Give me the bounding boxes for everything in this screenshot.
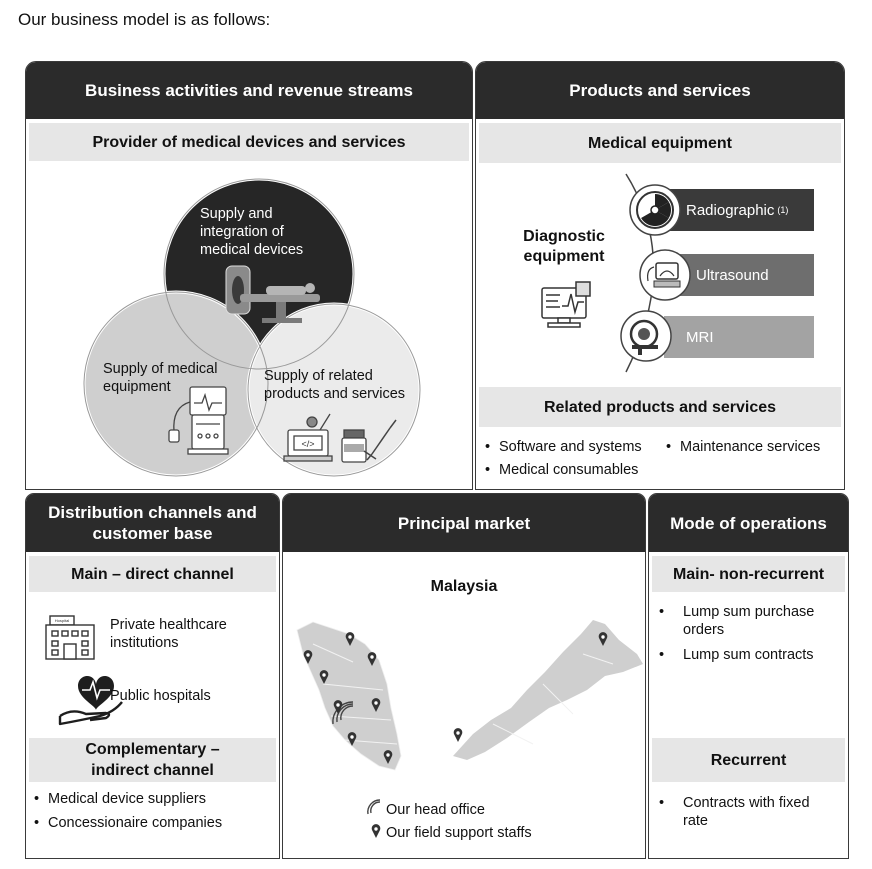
venn-diagram [26,62,474,491]
non-recurrent-subheader: Main- non-recurrent [652,556,845,592]
radiographic-text: Radiographic [686,201,775,219]
country-label: Malaysia [430,578,498,595]
activities-subheader: Provider of medical devices and services [29,123,469,161]
activities-header: Business activities and revenue streams [26,62,472,119]
pin-5 [333,700,343,714]
distribution-header: Distribution channels and customer base [26,494,279,552]
pin-8 [383,750,393,764]
pin-7 [347,732,357,746]
radiographic-label [664,189,814,231]
products-header: Products and services [476,62,844,119]
activities-panel [25,61,473,490]
circle-left-label: Supply of medical equipment [103,361,218,395]
complementary-subheader: Complementary – indirect channel [29,738,276,782]
pill-bottle-icon [342,430,366,462]
circle-right-label: Supply of related products and services [264,368,406,402]
distribution-panel [25,493,280,859]
products-panel [475,61,845,490]
head-office-legend-icon [367,799,385,815]
pin-2 [303,650,313,664]
hospital-sign: Hospital [54,618,70,623]
ultrasound-text: Ultrasound [696,266,769,284]
related-item-software: • Software and systems [485,438,665,456]
pin-1 [345,632,355,646]
related-subheader: Related products and services [479,387,841,427]
pin-9 [453,728,463,742]
field-staff-legend-icon [371,824,381,838]
public-hospitals-label: Public hospitals [110,688,211,704]
svg-text:</>: </> [301,439,315,449]
comp-item-suppliers: • Medical device suppliers [34,790,264,808]
operations-header: Mode of operations [649,494,848,552]
pin-4 [319,670,329,684]
op-item-purchase-orders: • Lump sum purchase orders [659,603,834,639]
intro-text: Our business model is as follows: [18,10,271,29]
diagnostic-computer-icon [542,282,590,327]
products-subheader: Medical equipment [479,123,841,163]
main-direct-subheader: Main – direct channel [29,556,276,592]
pin-10 [598,632,608,646]
market-header: Principal market [283,494,645,552]
diagnostic-label: Diagnostic equipment [523,228,605,265]
circle-top-label: Supply and integration of medical devices [200,206,304,258]
op-item-fixed-rate: • Contracts with fixed rate [659,794,834,830]
radiographic-note: (1) [777,205,789,215]
head-office-legend: Our head office [386,802,485,818]
market-panel [282,493,646,859]
related-item-consumables: • Medical consumables [485,461,685,479]
related-item-maintenance: • Maintenance services [666,438,841,456]
recurrent-subheader: Recurrent [652,738,845,782]
mri-label [664,316,814,358]
ultrasound-label [664,254,814,296]
east-malaysia [453,620,643,760]
comp-item-concessionaire: • Concessionaire companies [34,814,264,832]
pin-3 [367,652,377,666]
pin-6 [371,698,381,712]
private-healthcare-label: Private healthcare institutions [110,617,227,651]
field-staff-legend: Our field support staffs [386,825,532,841]
mri-text: MRI [686,328,714,346]
op-item-contracts: • Lump sum contracts [659,646,834,664]
operations-panel [648,493,849,859]
